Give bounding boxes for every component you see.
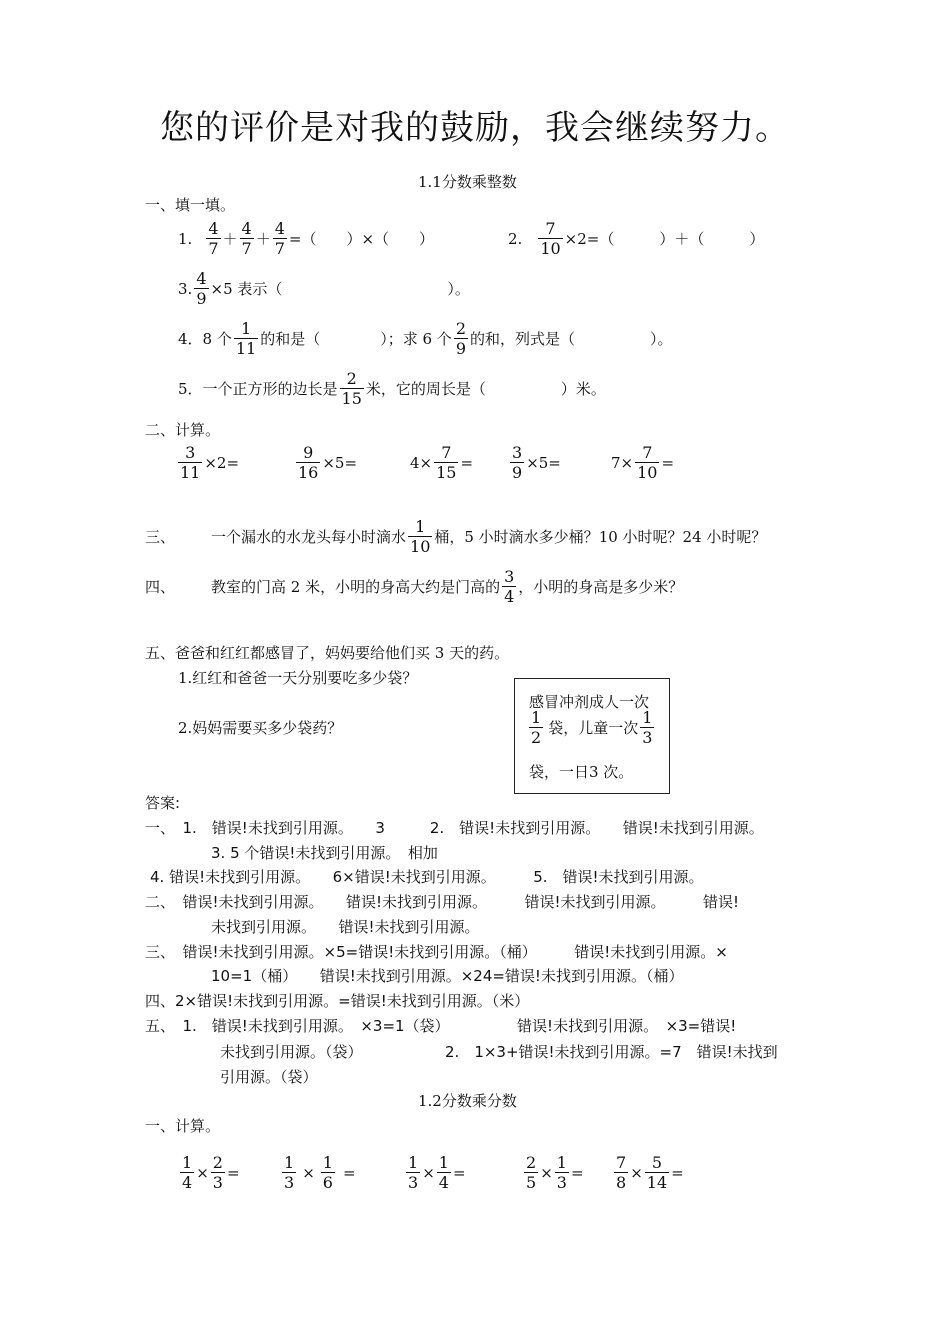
fraction: $\frac{1}{2}$	[531, 708, 542, 747]
calc-heading: 二、计算。	[145, 421, 221, 439]
plus-sign: ＋	[222, 230, 238, 249]
fraction: $\frac{3}{4}$	[504, 567, 515, 606]
problem-text: 一个漏水的水龙头每小时滴水	[211, 528, 407, 547]
fraction: $\frac{4}{7}$	[241, 219, 252, 258]
fraction: $\frac{1}{3}$	[284, 1153, 295, 1192]
section-title: 1.1分数乘整数	[418, 173, 517, 191]
problem-label: 三、	[145, 528, 176, 547]
fraction: $\frac{7}{8}$	[616, 1153, 627, 1192]
calc-heading: 一、计算。	[145, 1117, 221, 1135]
answer-line: 未找到引用源。（袋） 2. 1×3+错误!未找到引用源。=7 错误!未找到	[220, 1043, 778, 1061]
answer-line: 3. 5 个错误!未找到引用源。 相加	[211, 844, 438, 862]
answer-line: 引用源。（袋）	[220, 1068, 318, 1086]
box-text: 袋，一日3 次。	[529, 763, 634, 781]
question-4	[178, 320, 673, 357]
fraction: $\frac{1}{6}$	[322, 1153, 333, 1192]
fraction: $\frac{7}{10}$	[637, 443, 658, 482]
box-dosage	[527, 709, 656, 746]
answer-line: 四、2×错误!未找到引用源。=错误!未找到引用源。（米）	[145, 992, 530, 1010]
q-text: 的和，列式是（ ）。	[470, 330, 673, 349]
medicine-info-box	[514, 678, 670, 794]
section-title: 1.2分数乘分数	[418, 1092, 517, 1110]
question-5	[178, 370, 606, 407]
plus-sign: ＋	[255, 230, 271, 249]
fraction: $\frac{4}{7}$	[274, 219, 285, 258]
question-3	[178, 270, 470, 307]
problem-5-q2: 2.妈妈需要买多少袋药？	[178, 719, 343, 737]
q-text: 的和是（ ）；求 6 个	[260, 330, 452, 349]
calc-item: $\frac{1}{4}$ × $\frac{2}{3}$ =	[182, 1153, 240, 1192]
fraction: $\frac{7}{10}$	[540, 219, 561, 258]
calc-item: $\frac{7}{8}$ × $\frac{5}{14}$ =	[616, 1153, 684, 1192]
answer-line: 4. 错误!未找到引用源。 6×错误!未找到引用源。 5. 错误!未找到引用源。	[150, 868, 704, 886]
problem-5-heading: 五、爸爸和红红都感冒了，妈妈要给他们买 3 天的药。	[145, 644, 510, 662]
question-2	[508, 220, 764, 257]
calc-item: $\frac{3}{9}$ ×5=	[512, 443, 561, 482]
problem-3	[145, 518, 766, 555]
fraction: $\frac{4}{7}$	[208, 219, 219, 258]
fraction: $\frac{1}{3}$	[408, 1153, 419, 1192]
problem-text: 桶，5 小时滴水多少桶？10 小时呢？24 小时呢？	[434, 528, 767, 547]
banner-title: 您的评价是对我的鼓励，我会继续努力。	[160, 108, 790, 148]
problem-5-q1: 1.红红和爸爸一天分别要吃多少袋？	[178, 669, 418, 687]
q-number: 3.	[178, 279, 193, 298]
answer-line: 10=1（桶） 错误!未找到引用源。×24=错误!未找到引用源。（桶）	[211, 967, 684, 985]
problem-label: 四、	[145, 578, 176, 597]
q-number: 1.	[178, 229, 193, 248]
fraction: $\frac{2}{3}$	[212, 1153, 223, 1192]
fraction: $\frac{1}{4}$	[438, 1153, 449, 1192]
box-text: 感冒冲剂成人一次	[529, 693, 650, 711]
fraction: $\frac{2}{5}$	[526, 1153, 537, 1192]
answer-line: 三、 错误!未找到引用源。×5=错误!未找到引用源。（桶） 错误!未找到引用源。×	[145, 943, 728, 961]
fraction: $\frac{7}{15}$	[436, 443, 457, 482]
answer-blank: =（ ）×（ ）	[288, 230, 435, 249]
calc-item: $\frac{1}{3}$ × $\frac{1}{6}$ =	[284, 1153, 356, 1192]
q-text: 4．8 个	[178, 330, 232, 349]
fraction: $\frac{1}{3}$	[556, 1153, 567, 1192]
answer-line: 二、 错误!未找到引用源。 错误!未找到引用源。 错误!未找到引用源。 错误!	[145, 893, 740, 911]
calc-item: $\frac{9}{16}$ ×5=	[298, 443, 358, 482]
fraction: $\frac{5}{14}$	[646, 1153, 668, 1192]
q-text: 米，它的周长是（ ）米。	[365, 380, 606, 399]
fraction: $\frac{1}{3}$	[642, 708, 653, 747]
fraction: $\frac{2}{9}$	[455, 319, 466, 358]
fraction: $\frac{1}{10}$	[410, 517, 431, 556]
fraction: $\frac{3}{11}$	[180, 443, 201, 482]
fraction: $\frac{4}{9}$	[196, 269, 207, 308]
problem-text: ，小明的身高是多少米？	[518, 578, 684, 597]
fraction: $\frac{2}{15}$	[341, 369, 362, 408]
calc-item: $\frac{1}{3}$ × $\frac{1}{4}$ =	[408, 1153, 466, 1192]
answer-blank: ×2=（ ）＋（ ）	[564, 230, 765, 249]
calc-item: 7× $\frac{7}{10}$ =	[611, 443, 675, 482]
fraction: $\frac{3}{9}$	[512, 443, 523, 482]
fraction: $\frac{9}{16}$	[298, 443, 319, 482]
calc-item: $\frac{3}{11}$ ×2=	[180, 443, 240, 482]
calc-item: $\frac{2}{5}$ × $\frac{1}{3}$ =	[526, 1153, 584, 1192]
problem-4	[145, 568, 683, 605]
calc-item: 4× $\frac{7}{15}$ =	[410, 443, 474, 482]
box-text: 袋，儿童一次	[548, 719, 639, 738]
answer-line: 一、 1. 错误!未找到引用源。 3 2. 错误!未找到引用源。 错误!未找到引用源。	[145, 819, 764, 837]
q-text: 5．一个正方形的边长是	[178, 380, 338, 399]
question-1	[178, 220, 434, 257]
fraction: $\frac{1}{11}$	[235, 319, 257, 358]
fraction: $\frac{1}{4}$	[182, 1153, 193, 1192]
answers-heading: 答案:	[145, 794, 181, 812]
answer-line: 未找到引用源。 错误!未找到引用源。	[211, 918, 480, 936]
fill-heading: 一、填一填。	[145, 196, 236, 214]
problem-text: 教室的门高 2 米，小明的身高大约是门高的	[211, 578, 501, 597]
q-number: 2.	[508, 229, 523, 248]
answer-blank: ×5 表示（ ）。	[210, 280, 470, 299]
answer-line: 五、 1. 错误!未找到引用源。 ×3=1（袋） 错误!未找到引用源。 ×3=错误!	[145, 1017, 737, 1035]
